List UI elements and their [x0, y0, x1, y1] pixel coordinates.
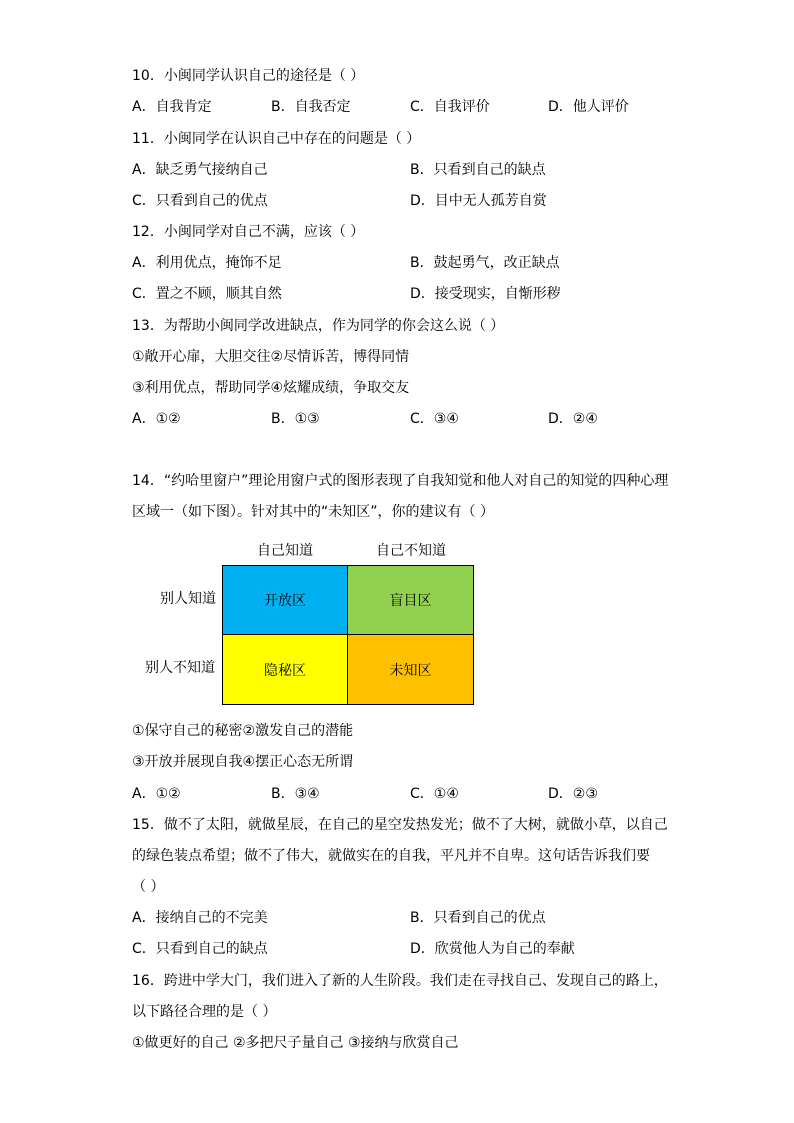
q14-option-c: C．①④ — [410, 786, 459, 802]
q12-option-c: C．置之不顾，顺其自然 — [132, 286, 282, 302]
johari-row-others-known: 别人知道 — [160, 591, 216, 607]
q13-option-d: D．②④ — [548, 411, 598, 427]
q14-option-d: D．②③ — [548, 786, 598, 802]
q11-option-c: C．只看到自己的优点 — [132, 193, 268, 209]
q15-stem-line2: 的绿色装点希望；做不了伟大，就做实在的自我，平凡并不自卑。这句话告诉我们要 — [132, 848, 650, 864]
johari-unknown-area — [348, 635, 473, 704]
johari-col-self-known: 自己知道 — [257, 543, 313, 559]
q10-option-a: A．自我肯定 — [132, 99, 212, 115]
q13-stem: 13．为帮助小闽同学改进缺点，作为同学的你会这么说（ ） — [132, 318, 505, 334]
johari-blind-label: 盲目区 — [389, 593, 432, 609]
johari-row-others-unknown: 别人不知道 — [145, 660, 215, 676]
johari-open-label: 开放区 — [264, 593, 306, 609]
q10-option-b: B．自我否定 — [271, 99, 351, 115]
johari-hidden-label: 隐秘区 — [264, 662, 306, 679]
q15-option-a: A．接纳自己的不完美 — [132, 910, 268, 926]
q13-option-b: B．①③ — [271, 411, 320, 427]
q11-option-d: D．目中无人孤芳自赏 — [410, 193, 547, 209]
q15-stem-line3: （ ） — [132, 879, 165, 895]
q12-stem: 12．小闽同学对自己不满，应该（ ） — [132, 224, 365, 240]
q16-stem-line2: 以下路径合理的是（ ） — [132, 1004, 277, 1020]
johari-open-area — [223, 566, 348, 635]
johari-window — [222, 565, 474, 705]
q10-option-c: C．自我评价 — [410, 99, 490, 115]
q13-option-a: A．①② — [132, 411, 181, 427]
q10-stem: 10．小闽同学认识自己的途径是（ ） — [132, 68, 365, 84]
q14-stem-line1: 14．“约哈里窗户”理论用窗户式的图形表现了自我知觉和他人对自己的知觉的四种心理 — [132, 473, 669, 489]
q13-option-c: C．③④ — [410, 411, 459, 427]
q11-stem: 11．小闽同学在认识自己中存在的问题是（ ） — [132, 131, 421, 147]
q12-option-b: B．鼓起勇气，改正缺点 — [410, 255, 560, 271]
q15-stem-line1: 15．做不了太阳，就做星辰，在自己的星空发热发光；做不了大树，就做小草，以自己 — [132, 817, 668, 833]
q14-option-b: B．③④ — [271, 786, 320, 802]
q14-statements-1: ①保守自己的秘密②激发自己的潜能 — [132, 723, 354, 739]
q13-statements-2: ③利用优点，帮助同学④炫耀成绩，争取交友 — [132, 380, 410, 396]
q16-stem-line1: 16．跨进中学大门，我们进入了新的人生阶段。我们走在寻找自己、发现自己的路上， — [132, 973, 668, 989]
q12-option-a: A．利用优点，掩饰不足 — [132, 255, 282, 271]
q10-option-d: D．他人评价 — [548, 99, 629, 115]
q15-option-b: B．只看到自己的优点 — [410, 910, 546, 926]
q16-statements-1: ①做更好的自己 ②多把尺子量自己 ③接纳与欣赏自己 — [132, 1035, 459, 1051]
q11-option-b: B．只看到自己的缺点 — [410, 162, 546, 178]
q11-option-a: A．缺乏勇气接纳自己 — [132, 162, 268, 178]
johari-col-self-unknown: 自己不知道 — [376, 543, 446, 559]
q14-option-a: A．①② — [132, 786, 181, 802]
q12-option-d: D．接受现实，自惭形秽 — [410, 286, 561, 302]
q13-statements-1: ①敞开心扉，大胆交往②尽情诉苦，博得同情 — [132, 349, 410, 365]
q14-stem-line2: 区域一（如下图）。针对其中的“未知区”，你的建议有（ ） — [132, 504, 494, 520]
q14-statements-2: ③开放并展现自我④摆正心态无所谓 — [132, 754, 354, 770]
johari-hidden-area — [223, 635, 348, 704]
johari-unknown-label: 未知区 — [389, 662, 432, 679]
q15-option-c: C．只看到自己的缺点 — [132, 941, 268, 957]
q15-option-d: D．欣赏他人为自己的奉献 — [410, 941, 575, 957]
johari-blind-area — [348, 566, 473, 635]
